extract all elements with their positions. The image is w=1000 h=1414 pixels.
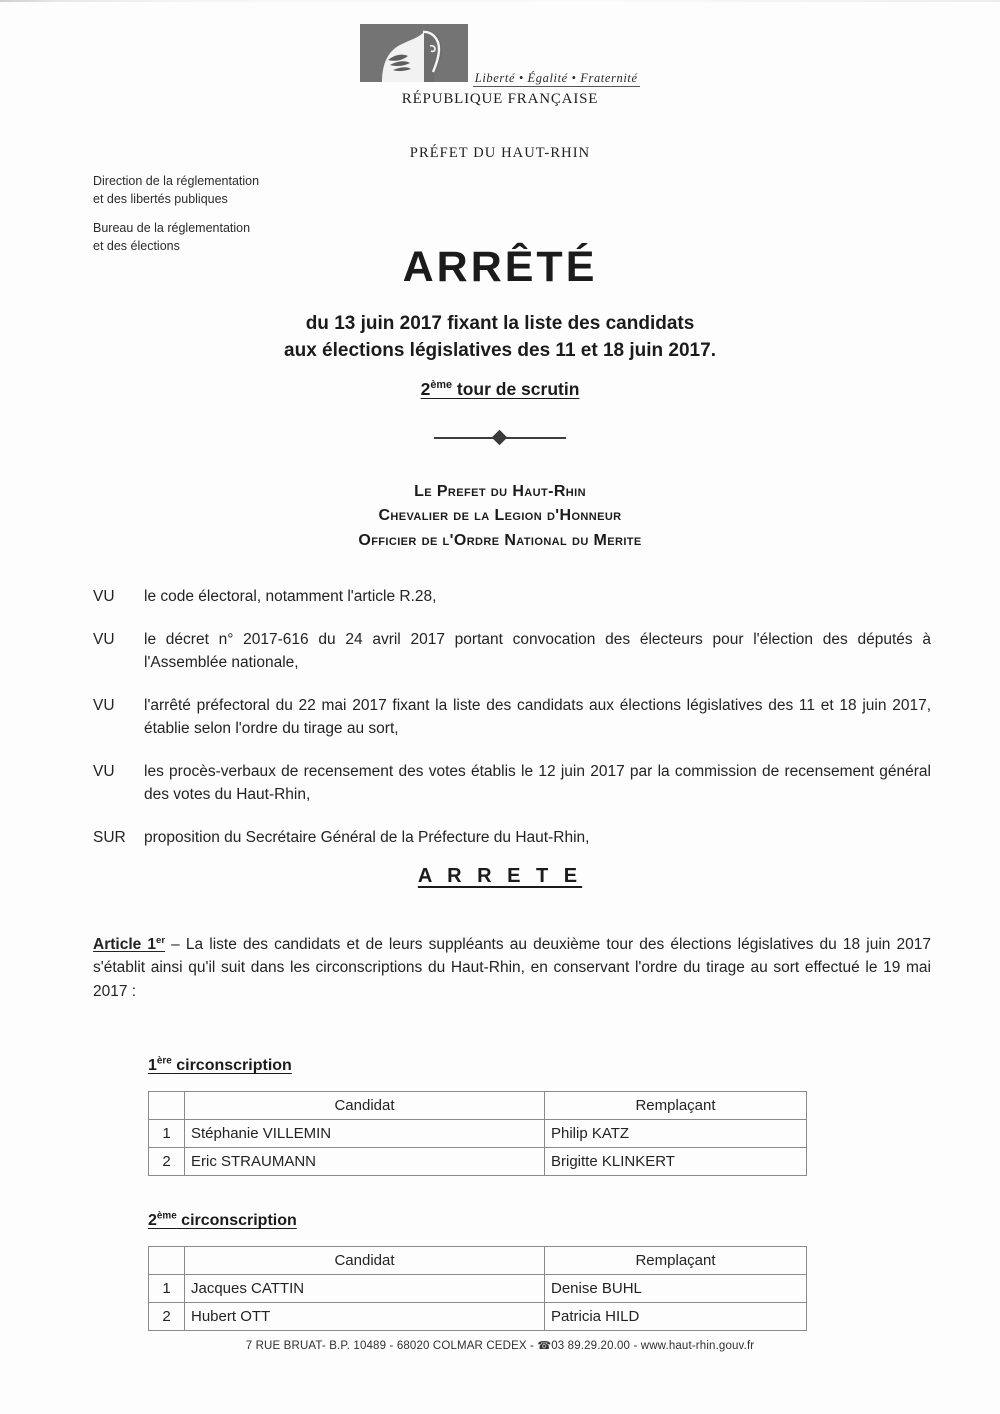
round-subtitle-text [421,379,580,399]
service-bureau-line2: et des élections [93,239,180,254]
service-direction-line1: Direction de la réglementation [93,174,260,188]
footer-address: 7 RUE BRUAT- B.P. 10489 - 68020 COLMAR CEDEX - [245,1340,538,1352]
recital-text: le décret n° 2017-616 du 24 avril 2017 portant convocation des électeurs pour l'élection des députés à l'Assemblée nationale, [144,631,931,671]
article-1-paragraph [93,933,931,1003]
row-remplacant: Denise BUHL [545,1275,807,1303]
recital-text: le code électoral, notamment l'article R.28, [144,588,437,605]
article-1-text: La liste des candidats et de leurs suppléants au deuxième tour des élections législatives du 18 juin 2017 s'établit ainsi qu'il suit dans les circonscriptions du Haut-Rhin, en conservant l'ordre du tirage au sort effectué le 19 mai 2017 : [93,936,931,1000]
recital-keyword: VU [93,763,115,781]
row-index: 1 [149,1120,185,1148]
column-header-candidat: Candidat [185,1092,545,1120]
service-direction-line2: et des libertés publiques [93,192,228,207]
recital-clause [93,586,931,608]
circonscription-2-heading [148,1211,806,1230]
round-ordinal: ème [430,379,453,392]
row-remplacant: Brigitte KLINKERT [545,1148,807,1176]
recital-clause [93,629,931,674]
prefect-honors-block [0,480,1000,553]
round-rest: tour de scrutin [452,379,580,399]
decision-keyword [0,865,1000,888]
decorative-separator [0,430,1000,446]
round-subtitle [0,379,1000,400]
recital-clause [93,761,931,806]
row-candidat: Hubert OTT [185,1303,545,1331]
recital-keyword: VU [93,631,115,649]
row-index: 2 [149,1148,185,1176]
article-1-label-text: Article 1 [93,936,156,953]
column-header-index [149,1247,185,1275]
page-footer [0,1339,1000,1352]
circonscription-2-number: 2 [148,1212,157,1230]
candidates-table-1 [148,1091,807,1176]
table-row [149,1275,807,1303]
article-1-dash: – [165,936,186,953]
circonscription-2-heading-text [148,1212,297,1229]
prefect-title-line2: Chevalier de la Legion d'Honneur [378,507,622,525]
circonscription-1-heading [148,1056,806,1075]
service-direction [93,172,259,208]
row-remplacant: Philip KATZ [545,1120,807,1148]
column-header-candidat: Candidat [185,1247,545,1275]
scan-edge [0,0,1000,2]
row-index: 2 [149,1303,185,1331]
marianne-emblem-icon [360,24,468,82]
service-bureau-line1: Bureau de la réglementation [93,221,251,236]
recital-clause [93,695,931,740]
footer-website: www.haut-rhin.gouv.fr [640,1340,755,1352]
recital-keyword: SUR [93,829,126,847]
table-row [149,1303,807,1331]
article-1-label-ordinal: er [155,934,166,946]
article-1-label [93,936,165,953]
circonscription-1-ordinal: ère [156,1056,172,1067]
recital-keyword: VU [93,697,115,715]
decision-keyword-text: A R R E T E [417,865,583,887]
document-subtitle-line2: aux élections législatives des 11 et 18 juin 2017. [284,339,716,361]
separator-inner [434,430,566,446]
document-header [0,24,1000,108]
column-header-remplacant: Remplaçant [545,1092,807,1120]
republique-francaise: RÉPUBLIQUE FRANÇAISE [401,91,599,108]
recitals-block [93,586,931,850]
circonscription-1-number: 1 [148,1057,157,1075]
row-candidat: Jacques CATTIN [185,1275,545,1303]
document-subtitle [0,311,1000,365]
footer-phone: 03 89.29.20.00 [551,1340,631,1352]
circonscription-section-1 [148,1056,806,1176]
row-candidat: Eric STRAUMANN [185,1148,545,1176]
circonscription-2-rest: circonscription [176,1212,297,1230]
recital-text: les procès-verbaux de recensement des votes établis le 12 juin 2017 par la commission de recensement général des votes du Haut-Rhin, [144,763,931,803]
national-motto: Liberté • Égalité • Fraternité [473,71,640,87]
page-title: ARRÊTÉ [402,243,598,291]
table-header-row [149,1092,807,1120]
table-row [149,1120,807,1148]
recital-keyword: VU [93,588,115,605]
recital-clause [93,827,931,849]
circonscription-1-rest: circonscription [171,1057,292,1075]
row-remplacant: Patricia HILD [545,1303,807,1331]
row-index: 1 [149,1275,185,1303]
prefecture-name: PRÉFET DU HAUT-RHIN [409,145,591,161]
column-header-index [149,1092,185,1120]
recital-text: l'arrêté préfectoral du 22 mai 2017 fixant la liste des candidats aux élections législatives des 11 et 18 juin 2017, établie selon l'ordre du tirage au sort, [144,697,931,737]
phone-icon: ☎ [537,1340,552,1352]
table-header-row [149,1247,807,1275]
recital-text: proposition du Secrétaire Général de la Préfecture du Haut-Rhin, [144,829,590,847]
circonscription-1-heading-text [148,1057,292,1074]
document-subtitle-line1: du 13 juin 2017 fixant la liste des candidats [305,313,695,334]
round-number: 2 [420,379,431,399]
table-row [149,1148,807,1176]
diamond-icon [492,430,508,446]
circonscription-section-2 [148,1211,806,1331]
candidates-table-2 [148,1246,807,1331]
prefect-title-line1: Le Prefet du Haut-Rhin [414,483,586,500]
prefect-title-line3: Officier de l'Ordre National du Merite [358,531,642,549]
footer-separator: - [630,1340,641,1352]
circonscription-2-ordinal: ème [156,1211,177,1222]
column-header-remplacant: Remplaçant [545,1247,807,1275]
row-candidat: Stéphanie VILLEMIN [185,1120,545,1148]
